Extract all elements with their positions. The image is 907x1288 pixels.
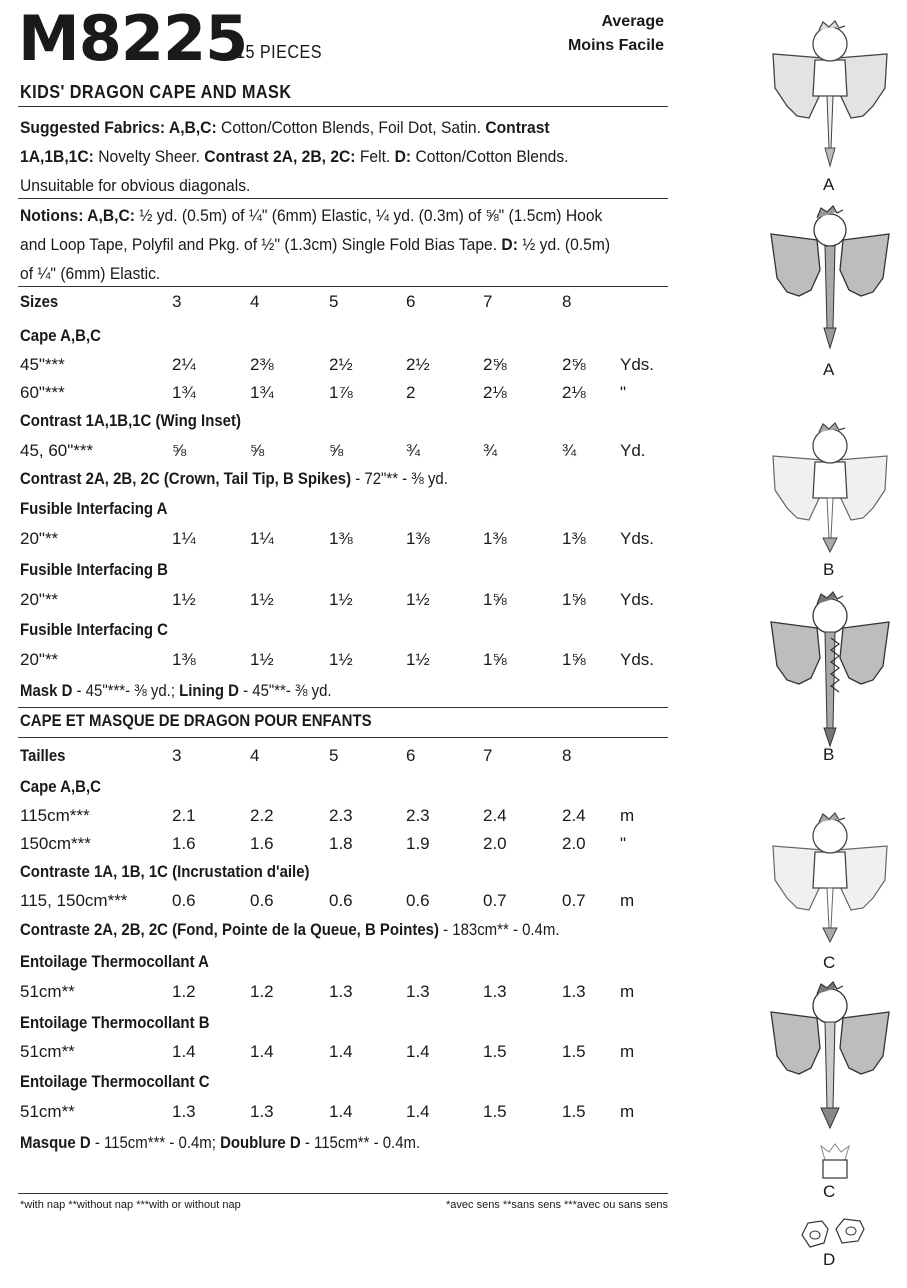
unit: m bbox=[620, 1042, 635, 1061]
yardage-value: 2½ bbox=[406, 355, 430, 374]
yardage-value: ⅝ bbox=[329, 441, 344, 460]
yardage-value: 1.5 bbox=[562, 1042, 586, 1061]
yardage-row bbox=[20, 650, 680, 676]
yardage-value: ¾ bbox=[562, 441, 577, 460]
yardage-value: 2 bbox=[406, 383, 416, 402]
section-header-label: Entoilage Thermocollant C bbox=[20, 1072, 210, 1091]
fabrics-text4: Cotton/Cotton Blends. Unsuitable for obvious diagonals. bbox=[20, 147, 569, 195]
unit: " bbox=[620, 383, 627, 402]
divider bbox=[18, 198, 668, 199]
yardage-value: 2.4 bbox=[483, 806, 507, 825]
view-b-front-illustration bbox=[765, 588, 895, 748]
yardage-value: 1⅞ bbox=[329, 383, 353, 402]
mixed-text bbox=[20, 469, 448, 489]
yardage-value: 1.4 bbox=[172, 1042, 196, 1061]
yardage-value: 1.3 bbox=[329, 982, 353, 1001]
yardage-value: 0.7 bbox=[562, 891, 586, 910]
unit: Yds. bbox=[620, 650, 655, 669]
yardage-row bbox=[20, 834, 680, 860]
fabric-width: 51cm** bbox=[20, 1042, 75, 1061]
unit: Yds. bbox=[620, 355, 655, 374]
yardage-value: 1.5 bbox=[562, 1102, 586, 1121]
fabric-width: 45"*** bbox=[20, 355, 65, 374]
yardage-row bbox=[20, 982, 680, 1008]
bold-label: Mask D bbox=[20, 681, 73, 700]
yardage-value: 1⅝ bbox=[562, 590, 586, 609]
yardage-value: 2.3 bbox=[329, 806, 353, 825]
section-header-label: Fusible Interfacing A bbox=[20, 499, 168, 518]
section-header-label: Cape A,B,C bbox=[20, 326, 101, 345]
yardage-value: 2½ bbox=[329, 355, 353, 374]
view-c-back-illustration bbox=[765, 810, 895, 950]
fabric-width: 60"*** bbox=[20, 383, 65, 402]
view-c-front-illustration bbox=[765, 978, 895, 1133]
fabric-d-label: D: bbox=[394, 147, 412, 166]
fabrics-text3: Felt. bbox=[355, 147, 395, 166]
yardage-value: 1.3 bbox=[483, 982, 507, 1001]
yardage-value: 2.1 bbox=[172, 806, 196, 825]
divider bbox=[18, 707, 668, 708]
size-value: 6 bbox=[406, 746, 416, 765]
yardage-value: 1.3 bbox=[562, 982, 586, 1001]
yardage-value: 2¼ bbox=[172, 355, 196, 374]
title-en: KIDS' DRAGON CAPE AND MASK bbox=[20, 82, 292, 102]
yardage-value: ⅝ bbox=[250, 441, 265, 460]
fabric-width: 45, 60"*** bbox=[20, 441, 94, 460]
section-header bbox=[20, 952, 680, 978]
yardage-value: 2⅛ bbox=[483, 383, 507, 402]
yardage-row bbox=[20, 1102, 680, 1128]
yardage-value: 1.4 bbox=[250, 1042, 274, 1061]
title-fr: CAPE ET MASQUE DE DRAGON POUR ENFANTS bbox=[20, 711, 372, 730]
sizes-label: Sizes bbox=[20, 292, 59, 311]
view-a-back-illustration bbox=[765, 18, 895, 173]
yardage-row bbox=[20, 383, 680, 409]
yardage-value: 1¾ bbox=[172, 383, 196, 402]
unit: m bbox=[620, 982, 635, 1001]
yardage-row bbox=[20, 806, 680, 832]
yardage-value: 2⅜ bbox=[250, 355, 274, 374]
fabric-width: 51cm** bbox=[20, 1102, 75, 1121]
detail-text: - 183cm** - 0.4m. bbox=[438, 920, 560, 939]
yardage-value: ⅝ bbox=[172, 441, 187, 460]
section-header bbox=[20, 777, 680, 803]
size-value: 8 bbox=[562, 746, 572, 765]
yardage-row bbox=[20, 441, 680, 467]
yardage-value: 1.4 bbox=[329, 1102, 353, 1121]
sizes-label: Tailles bbox=[20, 746, 66, 765]
pattern-code: M8225 bbox=[18, 2, 248, 75]
yardage-value: 0.6 bbox=[172, 891, 196, 910]
section-header-label: Cape A,B,C bbox=[20, 777, 101, 796]
yardage-value: 1.6 bbox=[250, 834, 274, 853]
detail-text: - 45"**- ⅜ yd. bbox=[238, 681, 332, 700]
yardage-value: 1⅜ bbox=[172, 650, 196, 669]
yardage-value: 1.3 bbox=[250, 1102, 274, 1121]
yardage-value: 2.0 bbox=[562, 834, 586, 853]
divider bbox=[18, 737, 668, 738]
fabrics-text2: Novelty Sheer. bbox=[93, 147, 205, 166]
yardage-value: 1½ bbox=[406, 590, 430, 609]
unit: m bbox=[620, 891, 635, 910]
section-header bbox=[20, 560, 680, 586]
size-value: 4 bbox=[250, 292, 260, 311]
yardage-value: 2⅝ bbox=[483, 355, 507, 374]
section-header bbox=[20, 1013, 680, 1039]
view-label: B bbox=[823, 560, 835, 579]
yardage-row bbox=[20, 891, 680, 917]
yardage-value: 0.6 bbox=[329, 891, 353, 910]
fabric-width: 51cm** bbox=[20, 982, 75, 1001]
yardage-value: 1⅜ bbox=[406, 529, 430, 548]
mixed-text bbox=[20, 681, 332, 701]
mixed-row bbox=[20, 920, 680, 946]
section-header bbox=[20, 1072, 680, 1098]
yardage-value: 1¾ bbox=[250, 383, 274, 402]
yardage-value: 1.4 bbox=[406, 1102, 430, 1121]
view-label: B bbox=[823, 745, 835, 764]
size-value: 5 bbox=[329, 292, 339, 311]
view-label: D bbox=[823, 1250, 836, 1269]
yardage-value: 1.9 bbox=[406, 834, 430, 853]
yardage-value: ¾ bbox=[483, 441, 498, 460]
yardage-value: 1¼ bbox=[172, 529, 196, 548]
fabric-width: 20"** bbox=[20, 590, 59, 609]
yardage-value: 1.8 bbox=[329, 834, 353, 853]
fabrics-label: Suggested Fabrics: A,B,C: bbox=[20, 118, 217, 137]
view-illustrations bbox=[740, 0, 907, 1288]
yardage-value: 2.0 bbox=[483, 834, 507, 853]
yardage-value: 1½ bbox=[329, 650, 353, 669]
mixed-text bbox=[20, 920, 560, 940]
yardage-value: 1½ bbox=[329, 590, 353, 609]
fabric-width: 20"** bbox=[20, 650, 59, 669]
detail-text: - 115cm*** - 0.4m; bbox=[90, 1133, 221, 1152]
sizes-row bbox=[20, 292, 680, 318]
yardage-value: 2.4 bbox=[562, 806, 586, 825]
section-header-label: Fusible Interfacing B bbox=[20, 560, 168, 579]
yardage-row bbox=[20, 529, 680, 555]
footnote-en: *with nap **without nap ***with or without nap bbox=[20, 1199, 241, 1211]
difficulty bbox=[568, 10, 664, 58]
divider bbox=[18, 1193, 668, 1194]
fabrics-text1: Cotton/Cotton Blends, Foil Dot, Satin. bbox=[216, 118, 486, 137]
mixed-row bbox=[20, 1133, 680, 1159]
notions-label: Notions: A,B,C: bbox=[20, 206, 135, 225]
divider bbox=[18, 286, 668, 287]
view-label: A bbox=[823, 360, 835, 379]
section-header-label: Contraste 1A, 1B, 1C (Incrustation d'aile) bbox=[20, 862, 310, 881]
yardage-value: ¾ bbox=[406, 441, 421, 460]
unit: m bbox=[620, 1102, 635, 1121]
notions-text2: ½ yd. (0.5m) of ¼" (6mm) Elastic. bbox=[20, 235, 611, 283]
yardage-row bbox=[20, 355, 680, 381]
unit: Yds. bbox=[620, 529, 655, 548]
mixed-text bbox=[20, 1133, 420, 1153]
bold-label: Doublure D bbox=[220, 1133, 301, 1152]
unit: m bbox=[620, 806, 635, 825]
divider bbox=[18, 106, 668, 107]
size-value: 4 bbox=[250, 746, 260, 765]
yardage-value: 0.6 bbox=[250, 891, 274, 910]
piece-count: 15 PIECES bbox=[236, 42, 322, 62]
detail-text: - 115cm** - 0.4m. bbox=[300, 1133, 421, 1152]
yardage-value: 0.7 bbox=[483, 891, 507, 910]
view-label: C bbox=[823, 1182, 836, 1201]
suggested-fabrics bbox=[20, 113, 618, 200]
yardage-value: 1.3 bbox=[406, 982, 430, 1001]
yardage-value: 1.6 bbox=[172, 834, 196, 853]
sizes-row bbox=[20, 746, 680, 772]
view-label: A bbox=[823, 175, 835, 194]
yardage-value: 1⅜ bbox=[483, 529, 507, 548]
view-d-mask-illustration bbox=[798, 1215, 868, 1255]
yardage-value: 1.5 bbox=[483, 1042, 507, 1061]
fabric-width: 115cm*** bbox=[20, 806, 90, 825]
section-header bbox=[20, 620, 680, 646]
size-value: 7 bbox=[483, 292, 493, 311]
size-value: 6 bbox=[406, 292, 416, 311]
view-c-crown-illustration bbox=[815, 1140, 855, 1185]
mixed-row bbox=[20, 469, 680, 495]
bold-label: Contraste 2A, 2B, 2C (Fond, Pointe de la Queue, B Pointes) bbox=[20, 920, 439, 939]
view-label: C bbox=[823, 953, 836, 972]
difficulty-en: Average bbox=[601, 13, 664, 30]
unit: Yds. bbox=[620, 590, 655, 609]
fabric-width: 150cm*** bbox=[20, 834, 91, 853]
difficulty-fr: Moins Facile bbox=[567, 37, 664, 54]
view-b-back-illustration bbox=[765, 420, 895, 560]
bold-label: Contrast 2A, 2B, 2C (Crown, Tail Tip, B Spikes) bbox=[20, 469, 352, 488]
yardage-value: 2.2 bbox=[250, 806, 274, 825]
size-value: 7 bbox=[483, 746, 493, 765]
detail-text: - 45"***- ⅜ yd.; bbox=[72, 681, 180, 700]
yardage-value: 1⅝ bbox=[483, 590, 507, 609]
yardage-value: 2⅛ bbox=[562, 383, 586, 402]
bold-label: Masque D bbox=[20, 1133, 91, 1152]
detail-text: - 72"** - ⅜ yd. bbox=[351, 469, 448, 488]
yardage-value: 1.4 bbox=[329, 1042, 353, 1061]
yardage-row bbox=[20, 1042, 680, 1068]
section-header-label: Fusible Interfacing C bbox=[20, 620, 168, 639]
yardage-value: 1½ bbox=[250, 650, 274, 669]
yardage-value: 0.6 bbox=[406, 891, 430, 910]
yardage-row bbox=[20, 590, 680, 616]
contrast2-label: Contrast 2A, 2B, 2C: bbox=[204, 147, 356, 166]
notions-text1: ½ yd. (0.5m) of ¼" (6mm) Elastic, ¼ yd. (0.3m) of ⅝" (1.5cm) Hook and Loop Tape, Polyfil and Pkg. of ½" (1.3cm) Single Fold Bias Tape. bbox=[20, 206, 603, 254]
fabric-width: 20"** bbox=[20, 529, 59, 548]
yardage-value: 1⅝ bbox=[562, 650, 586, 669]
mixed-row bbox=[20, 681, 680, 707]
bold-label: Lining D bbox=[179, 681, 239, 700]
yardage-value: 1½ bbox=[406, 650, 430, 669]
size-value: 5 bbox=[329, 746, 339, 765]
yardage-value: 1⅜ bbox=[562, 529, 586, 548]
yardage-value: 2⅝ bbox=[562, 355, 586, 374]
notions bbox=[20, 201, 618, 288]
notions-d-label: D: bbox=[501, 235, 518, 254]
unit: Yd. bbox=[620, 441, 646, 460]
yardage-value: 2.3 bbox=[406, 806, 430, 825]
footnote-fr: *avec sens **sans sens ***avec ou sans sens bbox=[446, 1199, 668, 1211]
size-value: 8 bbox=[562, 292, 572, 311]
yardage-value: 1.4 bbox=[406, 1042, 430, 1061]
size-value: 3 bbox=[172, 746, 182, 765]
yardage-value: 1.3 bbox=[172, 1102, 196, 1121]
yardage-value: 1½ bbox=[250, 590, 274, 609]
yardage-value: 1.2 bbox=[172, 982, 196, 1001]
section-header bbox=[20, 499, 680, 525]
yardage-value: 1¼ bbox=[250, 529, 274, 548]
unit: " bbox=[620, 834, 627, 853]
view-a-front-illustration bbox=[765, 200, 895, 355]
section-header-label: Entoilage Thermocollant A bbox=[20, 952, 209, 971]
fabric-width: 115, 150cm*** bbox=[20, 891, 128, 910]
section-header-label: Contrast 1A,1B,1C (Wing Inset) bbox=[20, 411, 241, 430]
contrast1-label: Contrast 1A,1B,1C: bbox=[20, 118, 550, 166]
section-header bbox=[20, 411, 680, 437]
section-header bbox=[20, 326, 680, 352]
yardage-value: 1.5 bbox=[483, 1102, 507, 1121]
section-header bbox=[20, 862, 680, 888]
yardage-value: 1½ bbox=[172, 590, 196, 609]
size-value: 3 bbox=[172, 292, 182, 311]
yardage-value: 1⅜ bbox=[329, 529, 353, 548]
yardage-value: 1.2 bbox=[250, 982, 274, 1001]
section-header-label: Entoilage Thermocollant B bbox=[20, 1013, 210, 1032]
yardage-value: 1⅝ bbox=[483, 650, 507, 669]
